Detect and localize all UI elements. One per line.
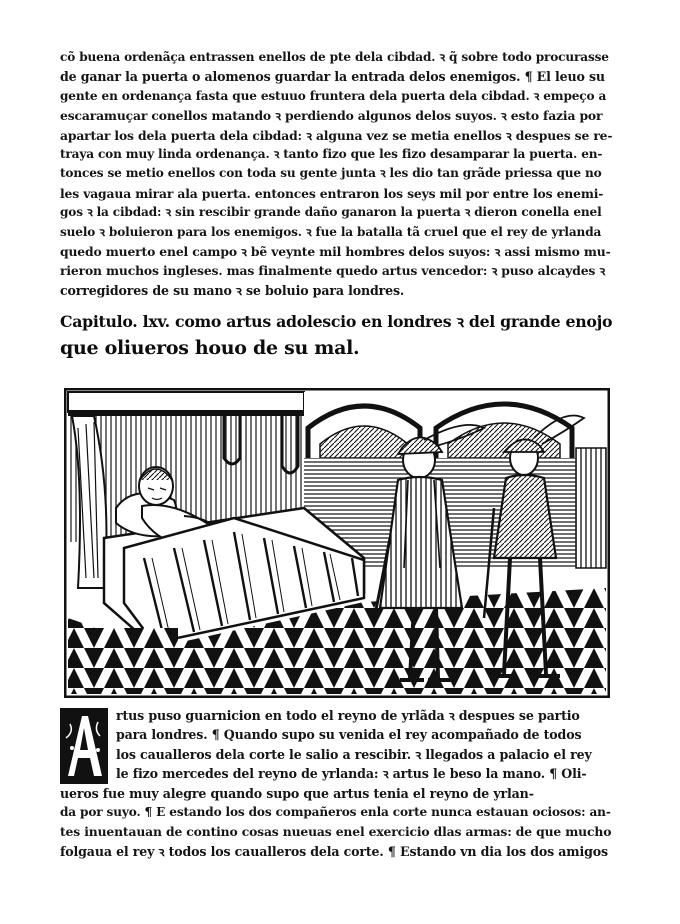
text-line: los caualleros dela corte le salio a rescibir. ꝛ llegados a palacio el rey: [116, 746, 592, 762]
text-line: rieron muchos ingleses. mas finalmente quedo artus vencedor: ꝛ puso alcaydes ꝛ: [60, 263, 606, 279]
chapter-heading: [60, 309, 620, 361]
chapter-heading-line: que oliueros houo de su mal.: [60, 337, 360, 359]
text-line: corregidores de su mano ꝛ se boluio para londres.: [60, 282, 405, 298]
text-line: ueros fue muy alegre quando supo que artus tenia el reyno de yrlan-: [60, 785, 534, 801]
chapter-heading-line: Capitulo. lxv. como artus adolescio en londres ꝛ del grande enojo: [60, 312, 613, 331]
text-line: le fizo mercedes del reyno de yrlanda: ꝛ artus le beso la mano. ¶ Oli-: [116, 766, 587, 782]
text-line: [60, 706, 612, 725]
text-line: para londres. ¶ Quando supo su venida el rey acompañado de todos: [116, 727, 582, 743]
text-line: escaramuçar conellos matando ꝛ perdiendo algunos delos suyos. ꝛ esto fazia por: [60, 108, 603, 124]
text-line: gente en ordenança fasta que estuuo fruntera dela puerta dela cibdad. ꝛ empeço a: [60, 88, 607, 103]
text-line: apartar los dela puerta dela cibdad: ꝛ alguna vez se metia enellos ꝛ despues se re-: [60, 127, 613, 143]
woodcut-illustration: [64, 388, 610, 698]
text-line: folgaua el rey ꝛ todos los caualleros dela corte. ¶ Estando vn dia los dos amigos: [60, 843, 608, 859]
text-line: da por suyo. ¶ E estando los dos compañeros enla corte nunca estauan ociosos: an-: [60, 805, 611, 820]
bottom-paragraph: [60, 706, 612, 861]
text-line: quedo muerto enel campo ꝛ bẽ veynte mil hombres delos suyos: ꝛ assi mismo mu-: [60, 244, 611, 260]
top-paragraph: [60, 48, 612, 300]
text-line: les vagaua mirar ala puerta. entonces entraron los seys mil por entre los enemi-: [60, 185, 604, 201]
text-line: tes inuentauan de contino cosas nueuas enel exercicio dlas armas: de que mucho: [60, 824, 612, 840]
text-line: suelo ꝛ boluieron para los enemigos. ꝛ fue la batalla tã cruel que el rey de yrlanda: [60, 224, 602, 239]
text-line: traya con muy linda ordenança. ꝛ tanto fizo que les fizo desamparar la puerta. en-: [60, 147, 603, 162]
text-line: cõ buena ordenãça entrassen enellos de pte dela cibdad. ꝛ q̃ sobre todo procurasse: [60, 50, 609, 64]
text-line: de ganar la puerta o alomenos guardar la entrada delos enemigos. ¶ El leuo su: [60, 69, 605, 85]
text-line: gos ꝛ la cibdad: ꝛ sin rescibir grande daño ganaron la puerta ꝛ dieron conella enel: [60, 205, 602, 220]
text-line: tonces se metio enellos con toda su gente junta ꝛ les dio tan grãde priessa que no: [60, 166, 602, 181]
text-line-content: rtus puso guarnicion en todo el reyno de yrlãda ꝛ despues se partio: [116, 708, 580, 723]
